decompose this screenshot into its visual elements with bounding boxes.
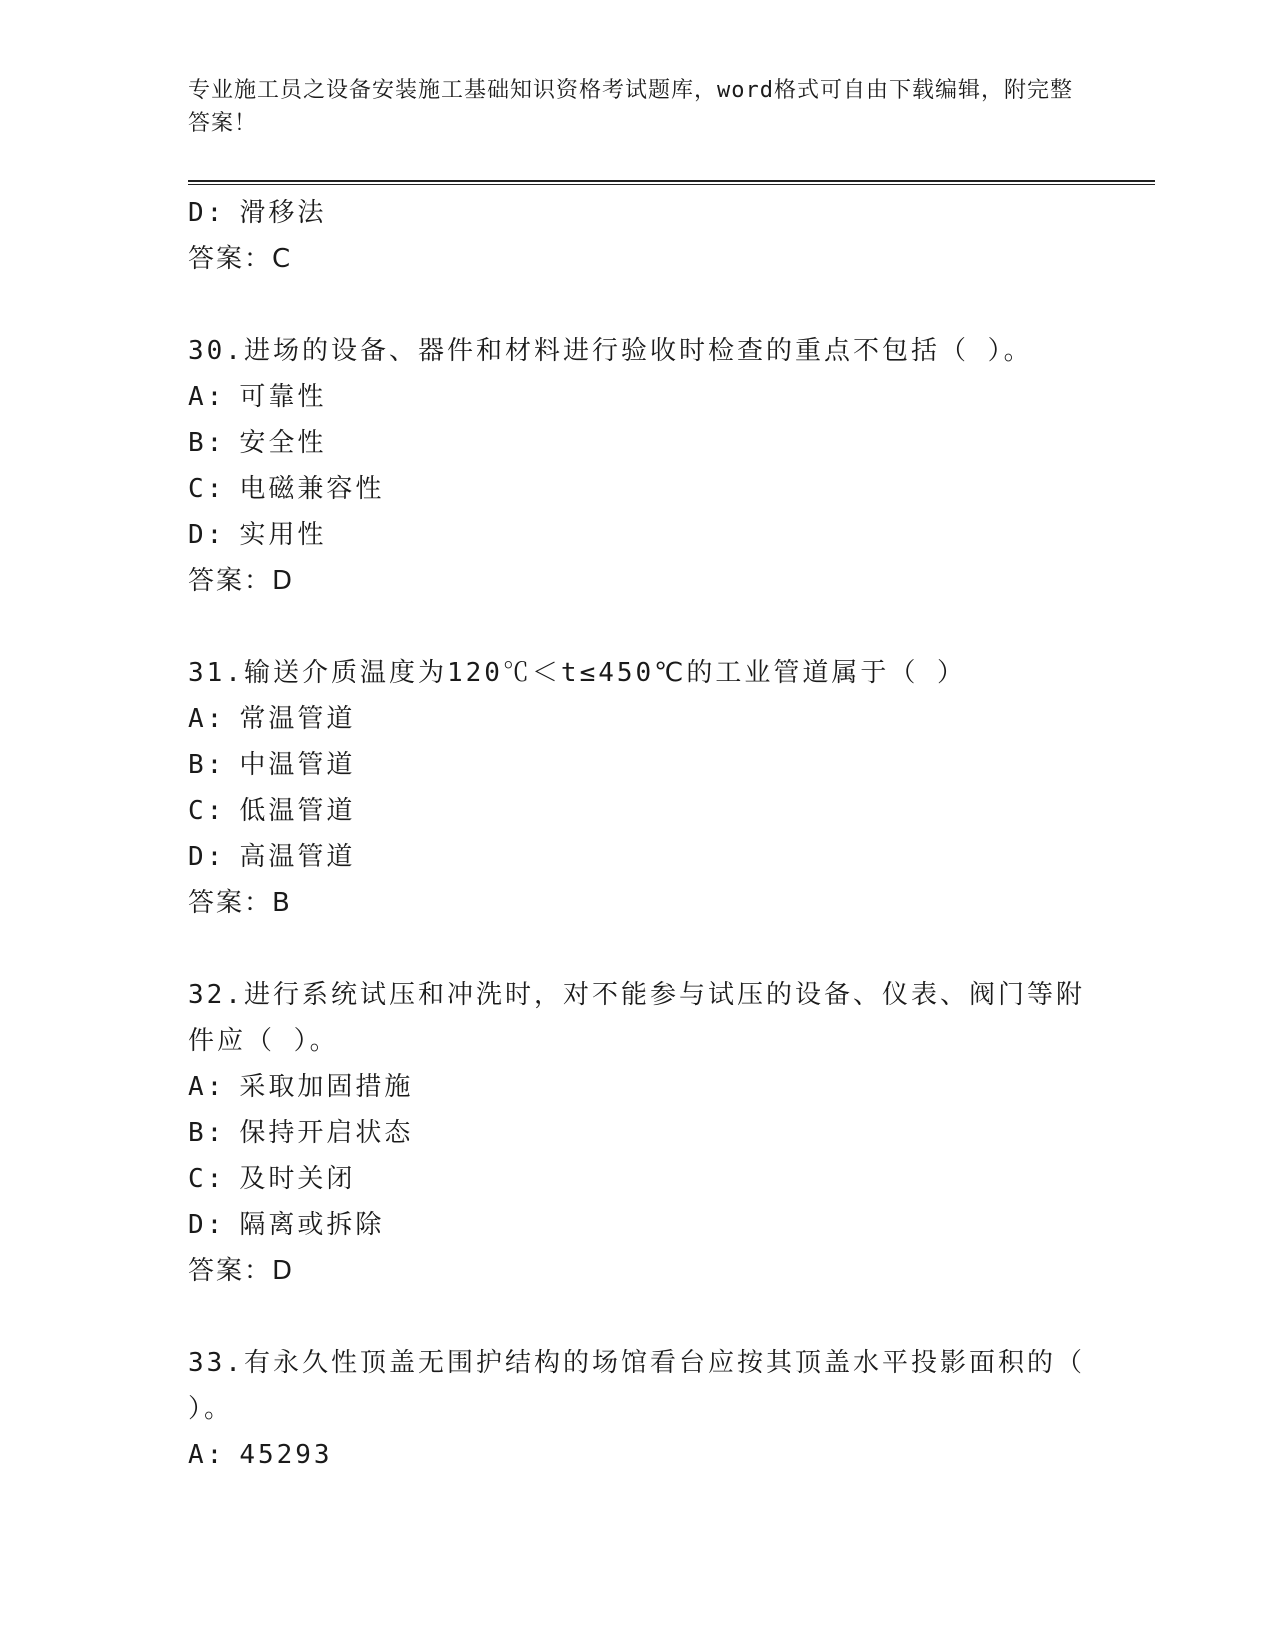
page-header bbox=[188, 74, 1088, 140]
header-divider bbox=[188, 180, 1155, 185]
question-33 bbox=[188, 1340, 1104, 1478]
option-d: D: 实用性 bbox=[188, 520, 327, 550]
answer: 答案：B bbox=[188, 888, 292, 918]
answer: 答案：D bbox=[188, 566, 295, 596]
question-stem: 30.进场的设备、器件和材料进行验收时检查的重点不包括（ ）。 bbox=[188, 336, 1033, 366]
option-c: C: 电磁兼容性 bbox=[188, 474, 385, 504]
option-a: A: 采取加固措施 bbox=[188, 1072, 414, 1102]
document-title: 专业施工员之设备安装施工基础知识资格考试题库，word格式可自由下载编辑，附完整答案！ bbox=[188, 78, 1073, 136]
option-b: B: 中温管道 bbox=[188, 750, 356, 780]
question-stem: 32.进行系统试压和冲洗时，对不能参与试压的设备、仪表、阀门等附件应（ ）。 bbox=[188, 980, 1085, 1056]
option-c: C: 及时关闭 bbox=[188, 1164, 356, 1194]
option-a: A: 可靠性 bbox=[188, 382, 327, 412]
answer: 答案：D bbox=[188, 1256, 295, 1286]
option-d: D: 隔离或拆除 bbox=[188, 1210, 385, 1240]
option-a: A: 常温管道 bbox=[188, 704, 356, 734]
question-stem: 31.输送介质温度为120℃＜t≤450℃的工业管道属于（ ） bbox=[188, 658, 967, 688]
question-stem: 33.有永久性顶盖无围护结构的场馆看台应按其顶盖水平投影面积的（ ）。 bbox=[188, 1348, 1104, 1424]
question-32 bbox=[188, 972, 1088, 1294]
answer: 答案：C bbox=[188, 244, 293, 274]
question-31 bbox=[188, 650, 1088, 926]
option-b: B: 安全性 bbox=[188, 428, 327, 458]
question-list bbox=[188, 190, 1104, 1478]
option-a: A: 45293 bbox=[188, 1440, 333, 1470]
question-30 bbox=[188, 328, 1088, 604]
option-d: D: 高温管道 bbox=[188, 842, 356, 872]
option-b: B: 保持开启状态 bbox=[188, 1118, 414, 1148]
option-c: C: 低温管道 bbox=[188, 796, 356, 826]
option-d: D: 滑移法 bbox=[188, 198, 327, 228]
